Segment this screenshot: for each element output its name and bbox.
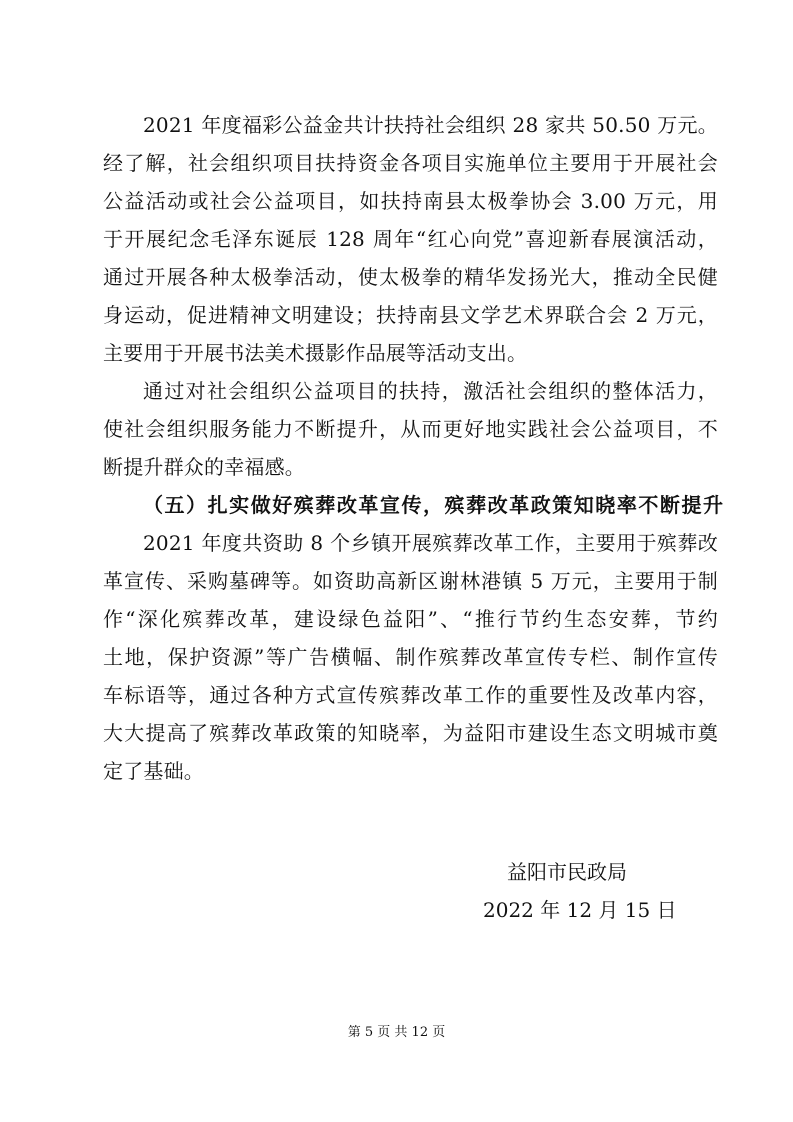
paragraph-3-line-7: 定了基础。 — [103, 759, 204, 783]
paragraph-3-line-2: 革宣传、采购墓碑等。如资助高新区谢林港镇 5 万元，主要用于制 — [103, 569, 718, 593]
paragraph-1-line-5: 通过开展各种太极拳活动，使太极拳的精华发扬光大，推动全民健 — [103, 265, 718, 289]
paragraph-1-line-6: 身运动，促进精神文明建设；扶持南县文学艺术界联合会 2 万元， — [103, 303, 718, 327]
paragraph-2-line-1: 通过对社会组织公益项目的扶持，激活社会组织的整体活力， — [143, 379, 718, 403]
page-number-footer: 第 5 页 共 12 页 — [347, 1025, 446, 1040]
paragraph-3-line-5: 车标语等，通过各种方式宣传殡葬改革工作的重要性及改革内容， — [103, 683, 718, 707]
paragraph-2-line-3: 断提升群众的幸福感。 — [103, 455, 305, 479]
paragraph-3-line-4: 土地，保护资源”等广告横幅、制作殡葬改革宣传专栏、制作宣传 — [103, 645, 718, 669]
paragraph-3-line-1: 2021 年度共资助 8 个乡镇开展殡葬改革工作，主要用于殡葬改 — [143, 531, 718, 555]
paragraph-1-line-2: 经了解，社会组织项目扶持资金各项目实施单位主要用于开展社会 — [103, 151, 718, 175]
paragraph-1-line-4: 于开展纪念毛泽东诞辰 128 周年“红心向党”喜迎新春展演活动， — [103, 227, 718, 251]
signature-date: 2022 年 12 月 15 日 — [483, 898, 677, 922]
paragraph-1-line-1: 2021 年度福彩公益金共计扶持社会组织 28 家共 50.50 万元。 — [143, 113, 718, 137]
signature-organization: 益阳市民政局 — [507, 860, 627, 884]
paragraph-1-line-7: 主要用于开展书法美术摄影作品展等活动支出。 — [103, 341, 528, 365]
paragraph-3-line-6: 大大提高了殡葬改革政策的知晓率，为益阳市建设生态文明城市奠 — [103, 721, 718, 745]
paragraph-3-line-3: 作“深化殡葬改革，建设绿色益阳”、“推行节约生态安葬，节约 — [103, 607, 718, 631]
paragraph-1-line-3: 公益活动或社会公益项目，如扶持南县太极拳协会 3.00 万元，用 — [103, 189, 718, 213]
section-heading: （五）扎实做好殡葬改革宣传，殡葬改革政策知晓率不断提升 — [143, 493, 723, 517]
paragraph-2-line-2: 使社会组织服务能力不断提升，从而更好地实践社会公益项目，不 — [103, 417, 718, 441]
